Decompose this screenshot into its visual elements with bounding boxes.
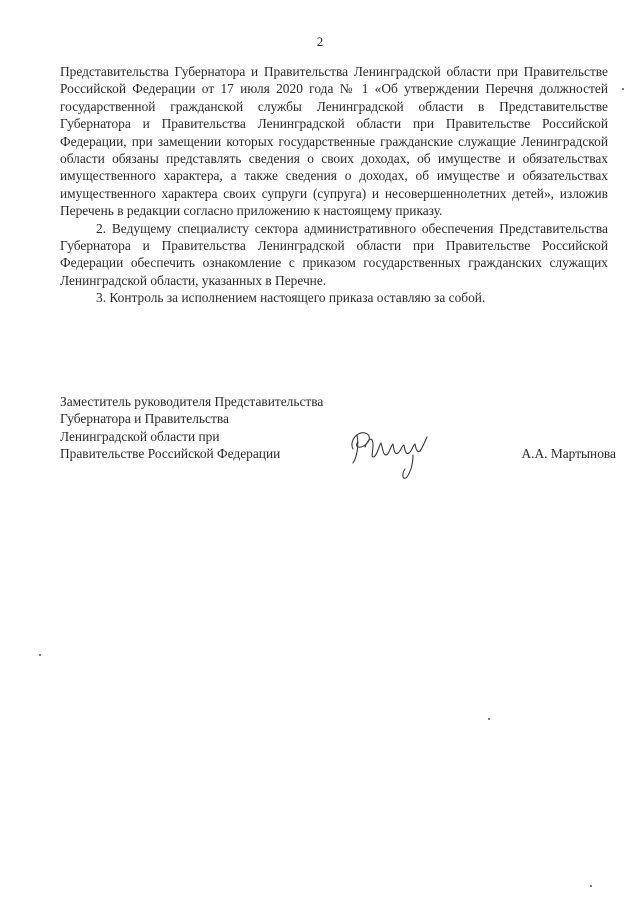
paragraph-item-2: 2. Ведущему специалисту сектора административного обеспечения Представительства Губернатора и Правительства Ленинградской области при Правительстве Российской Федерации обеспечить ознакомление с приказом государственных гражданских служащих Ленинградской области, указанных в Перечне. <box>60 220 608 288</box>
handwritten-signature <box>343 423 443 483</box>
signatory-title-line-2: Губернатора и Правительства <box>60 411 229 427</box>
scan-speck <box>488 718 490 720</box>
scan-speck <box>590 885 592 887</box>
scan-speck <box>622 88 624 90</box>
document-body <box>60 63 608 307</box>
page-number: 2 <box>316 34 324 49</box>
scan-speck <box>39 654 41 656</box>
signatory-title-line-1: Заместитель руководителя Представительства <box>60 394 324 409</box>
paragraph-item-3: 3. Контроль за исполнением настоящего приказа оставляю за собой. <box>96 290 486 306</box>
paragraph-continuation: Представительства Губернатора и Правительства Ленинградской области при Правительстве Российской Федерации от 17 июля 2020 года № 1 «Об утверждении Перечня должностей государственной гражданской службы Ленинградской области в Представительстве Губернатора и Правительства Ленинградской области при Правительстве Российской Федерации, при замещении которых государственные гражданские служащие Ленинградской области обязаны представлять сведения о своих доходах, об имуществе и обязательствах имущественного характера, а также сведения о доходах, об имуществе и обязательствах имущественного характера своих супруги (супруга) и несовершеннолетних детей», изложив Перечень в редакции согласно приложению к настоящему приказу. <box>60 64 608 219</box>
signatory-title-line-4: Правительстве Российской Федерации <box>60 446 281 462</box>
signatory-title-line-3: Ленинградской области при <box>60 428 220 444</box>
signature-block <box>60 393 620 483</box>
signatory-name: А.А. Мартынова <box>521 446 616 461</box>
